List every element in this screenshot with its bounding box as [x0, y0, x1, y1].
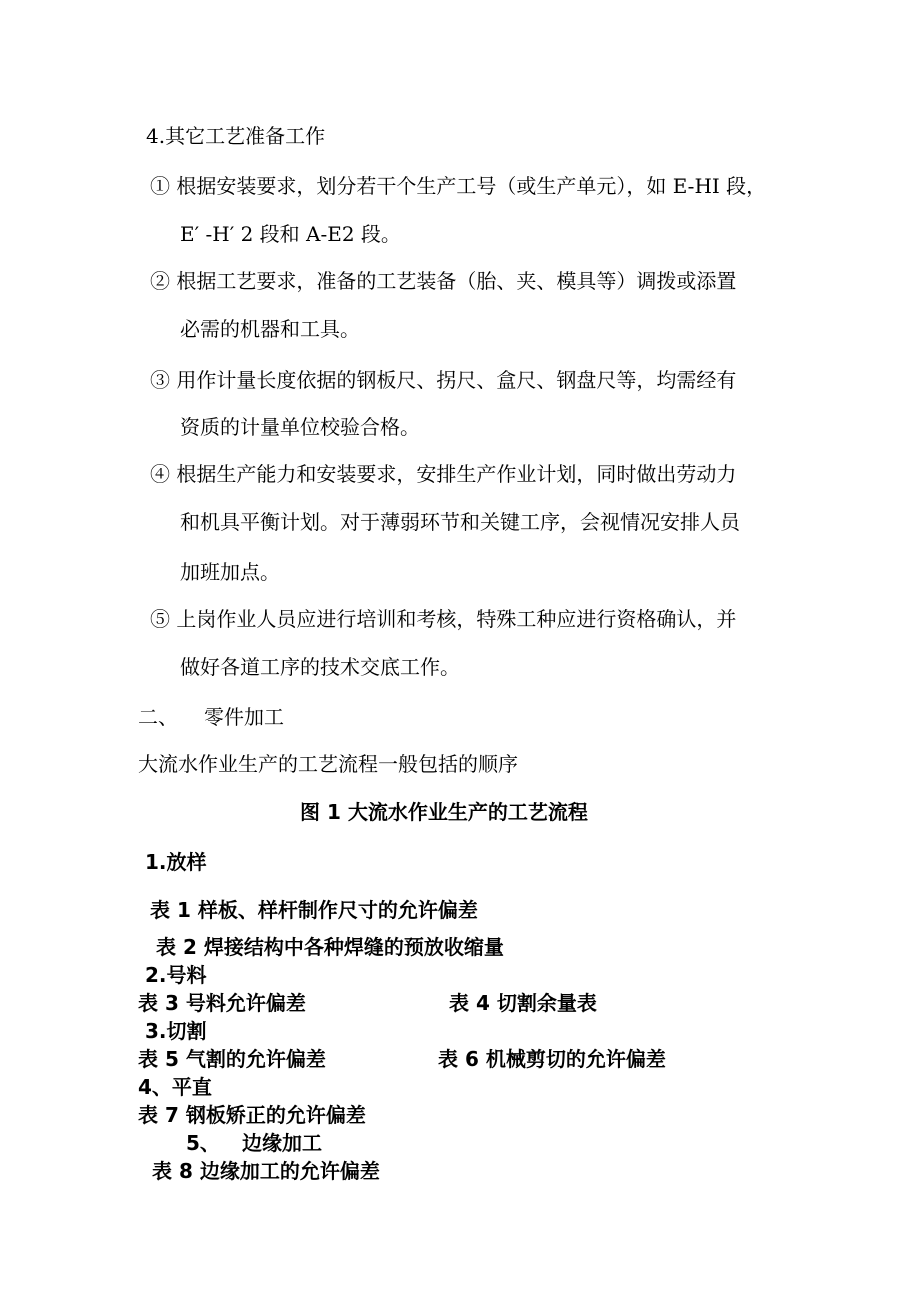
part-2-heading-number: 二、: [138, 705, 178, 729]
table-3-caption: 表 3 号料允许偏差: [138, 991, 306, 1015]
step-5-heading: 边缘加工: [242, 1131, 322, 1155]
table-2-caption: 表 2 焊接结构中各种焊缝的预放收缩量: [156, 935, 504, 959]
item-2-line-2: 必需的机器和工具。: [180, 317, 360, 341]
step-2-heading: 2.号料: [145, 963, 207, 987]
table-6-caption: 表 6 机械剪切的允许偏差: [438, 1047, 666, 1071]
step-5-number: 5、: [186, 1131, 220, 1155]
item-3-line-1: ③ 用作计量长度依据的钢板尺、拐尺、盒尺、钢盘尺等，均需经有: [150, 368, 737, 392]
table-8-caption: 表 8 边缘加工的允许偏差: [152, 1159, 380, 1183]
item-2-line-1: ② 根据工艺要求，准备的工艺装备（胎、夹、模具等）调拨或添置: [150, 269, 737, 293]
table-1-caption: 表 1 样板、样杆制作尺寸的允许偏差: [150, 898, 478, 922]
item-1-line-1: ① 根据安装要求，划分若干个生产工号（或生产单元），如 E-HI 段，: [150, 174, 767, 198]
section-4-heading: 4.其它工艺准备工作: [146, 124, 326, 148]
item-5-line-1: ⑤ 上岗作业人员应进行培训和考核，特殊工种应进行资格确认，并: [150, 607, 737, 631]
step-1-heading: 1.放样: [145, 850, 207, 874]
intro-paragraph: 大流水作业生产的工艺流程一般包括的顺序: [138, 752, 518, 776]
item-4-line-2: 和机具平衡计划。对于薄弱环节和关键工序，会视情况安排人员: [180, 510, 740, 534]
item-4-line-1: ④ 根据生产能力和安装要求，安排生产作业计划，同时做出劳动力: [150, 462, 737, 486]
item-4-line-3: 加班加点。: [180, 560, 280, 584]
step-3-heading: 3.切割: [145, 1019, 207, 1043]
part-2-heading-text: 零件加工: [204, 705, 284, 729]
item-3-line-2: 资质的计量单位校验合格。: [180, 415, 420, 439]
item-1-line-2: E′ -H′ 2 段和 A-E2 段。: [180, 222, 401, 246]
step-4-heading: 4、平直: [138, 1075, 212, 1099]
table-4-caption: 表 4 切割余量表: [449, 991, 597, 1015]
item-5-line-2: 做好各道工序的技术交底工作。: [180, 655, 460, 679]
table-5-caption: 表 5 气割的允许偏差: [138, 1047, 326, 1071]
figure-1-caption: 图 1 大流水作业生产的工艺流程: [300, 800, 588, 824]
table-7-caption: 表 7 钢板矫正的允许偏差: [138, 1103, 366, 1127]
